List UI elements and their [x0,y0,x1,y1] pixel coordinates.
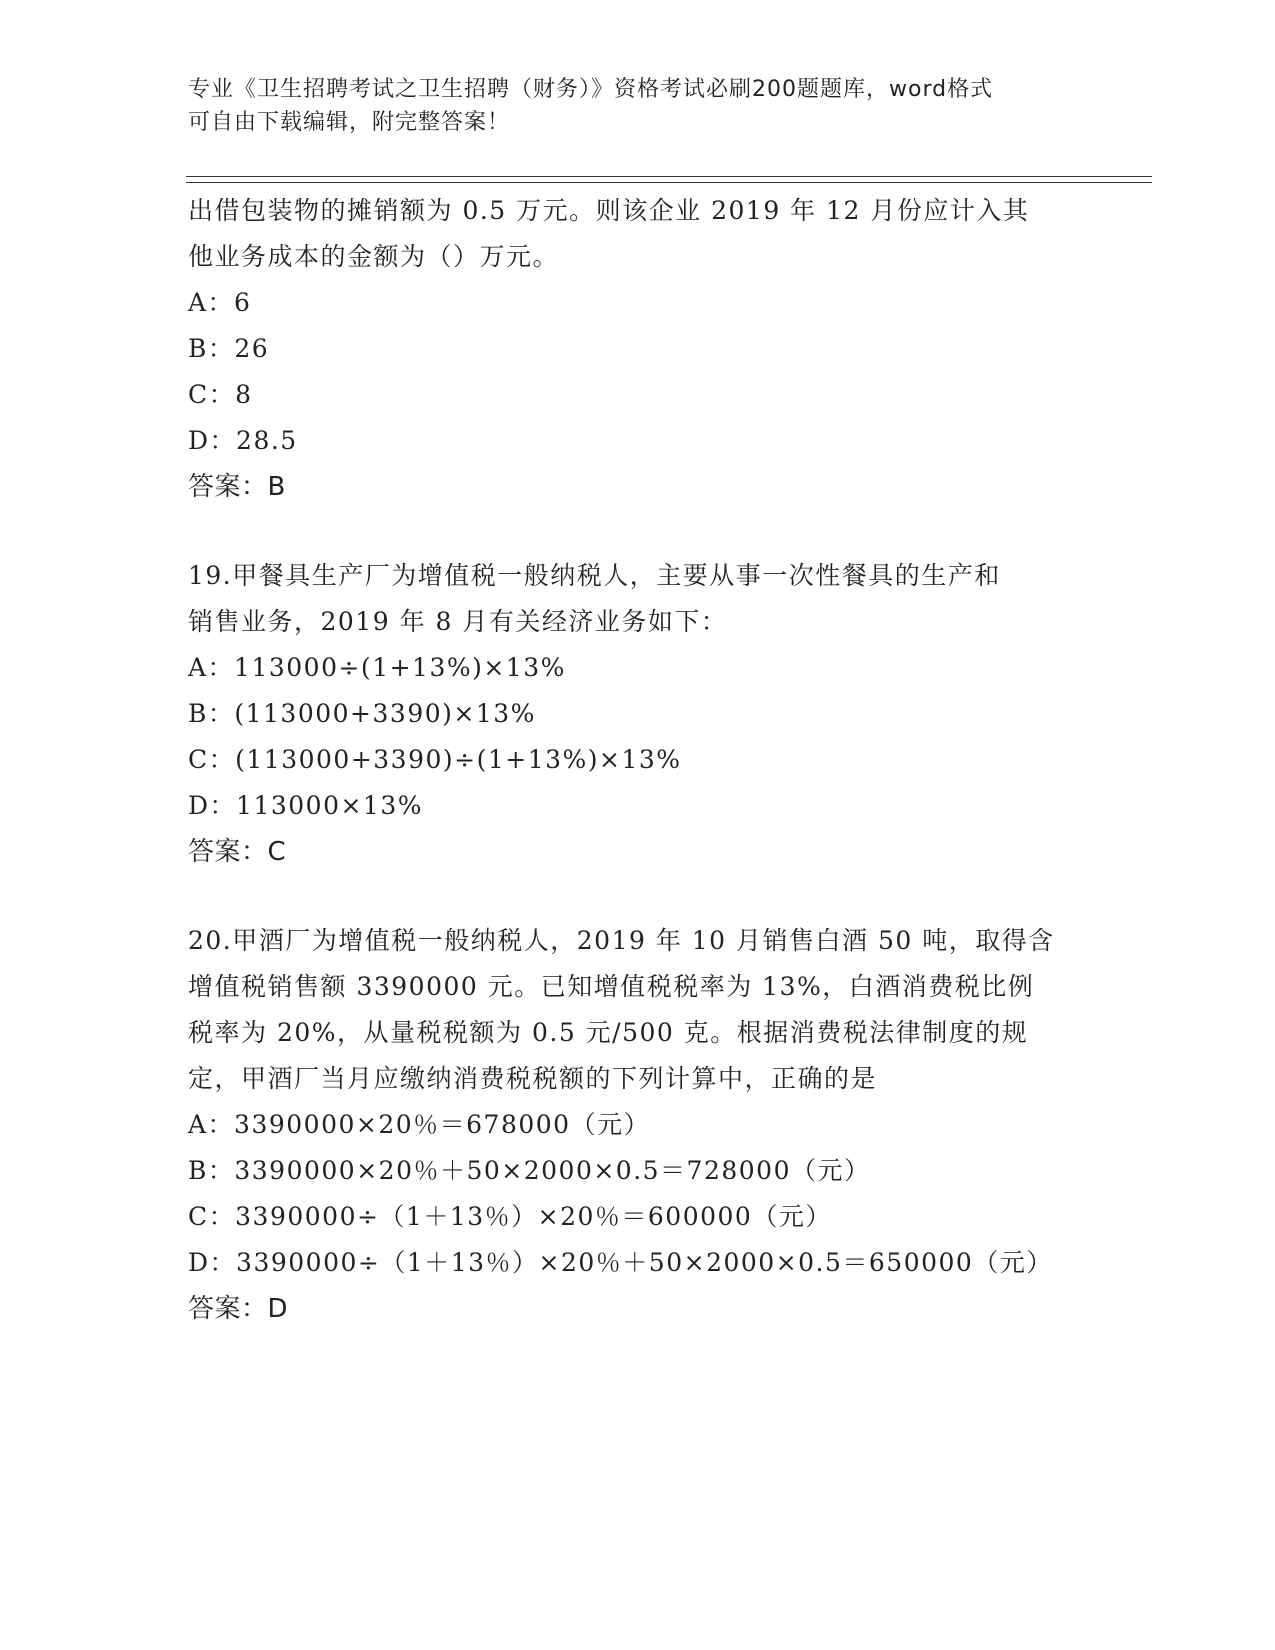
question-text-line: 出借包装物的摊销额为 0.5 万元。则该企业 2019 年 12 月份应计入其 [188,196,1030,225]
header-rule-top [186,176,1152,177]
option-c: C：(113000+3390)÷(1+13%)×13% [188,745,682,774]
question-19 [188,553,1088,875]
question-text-line: 20.甲酒厂为增值税一般纳税人，2019 年 10 月销售白酒 50 吨，取得含 [188,926,1055,955]
option-d: D：28.5 [188,426,298,455]
document-header [188,73,1088,139]
option-c: C：3390000÷（1＋13％）×20％＝600000（元） [188,1202,832,1231]
question-text-line: 19.甲餐具生产厂为增值税一般纳税人，主要从事一次性餐具的生产和 [188,561,1001,590]
question-text-line: 税率为 20%，从量税税额为 0.5 元/500 克。根据消费税法律制度的规 [188,1018,1029,1047]
question-20 [188,918,1088,1332]
option-c: C：8 [188,380,253,409]
option-d: D：3390000÷（1＋13％）×20％＋50×2000×0.5＝650000（元） [188,1248,1053,1277]
question-gap [188,510,1088,553]
option-a: A：3390000×20％＝678000（元） [188,1110,651,1139]
answer-line: 答案：D [188,1294,289,1324]
question-gap [188,875,1088,918]
option-b: B：26 [188,334,270,363]
option-a: A：6 [188,288,252,317]
header-line-1: 专业《卫生招聘考试之卫生招聘（财务）》资格考试必刷200题题库，word格式 [188,77,994,102]
question-text-line: 增值税销售额 3390000 元。已知增值税税率为 13%，白酒消费税比例 [188,972,1035,1001]
header-line-2: 可自由下载编辑，附完整答案！ [188,110,511,135]
document-body [188,188,1088,1332]
answer-line: 答案：B [188,472,286,502]
question-text-line: 定，甲酒厂当月应缴纳消费税税额的下列计算中，正确的是 [188,1064,878,1093]
header-rule-bottom [186,182,1152,183]
question-18 [188,188,1088,510]
option-b: B：3390000×20％＋50×2000×0.5＝728000（元） [188,1156,871,1185]
option-a: A：113000÷(1+13%)×13% [188,653,566,682]
question-text-line: 销售业务，2019 年 8 月有关经济业务如下： [188,607,728,636]
option-b: B：(113000+3390)×13% [188,699,536,728]
option-d: D：113000×13% [188,791,423,820]
question-text-line: 他业务成本的金额为（）万元。 [188,242,560,271]
answer-line: 答案：C [188,837,287,867]
